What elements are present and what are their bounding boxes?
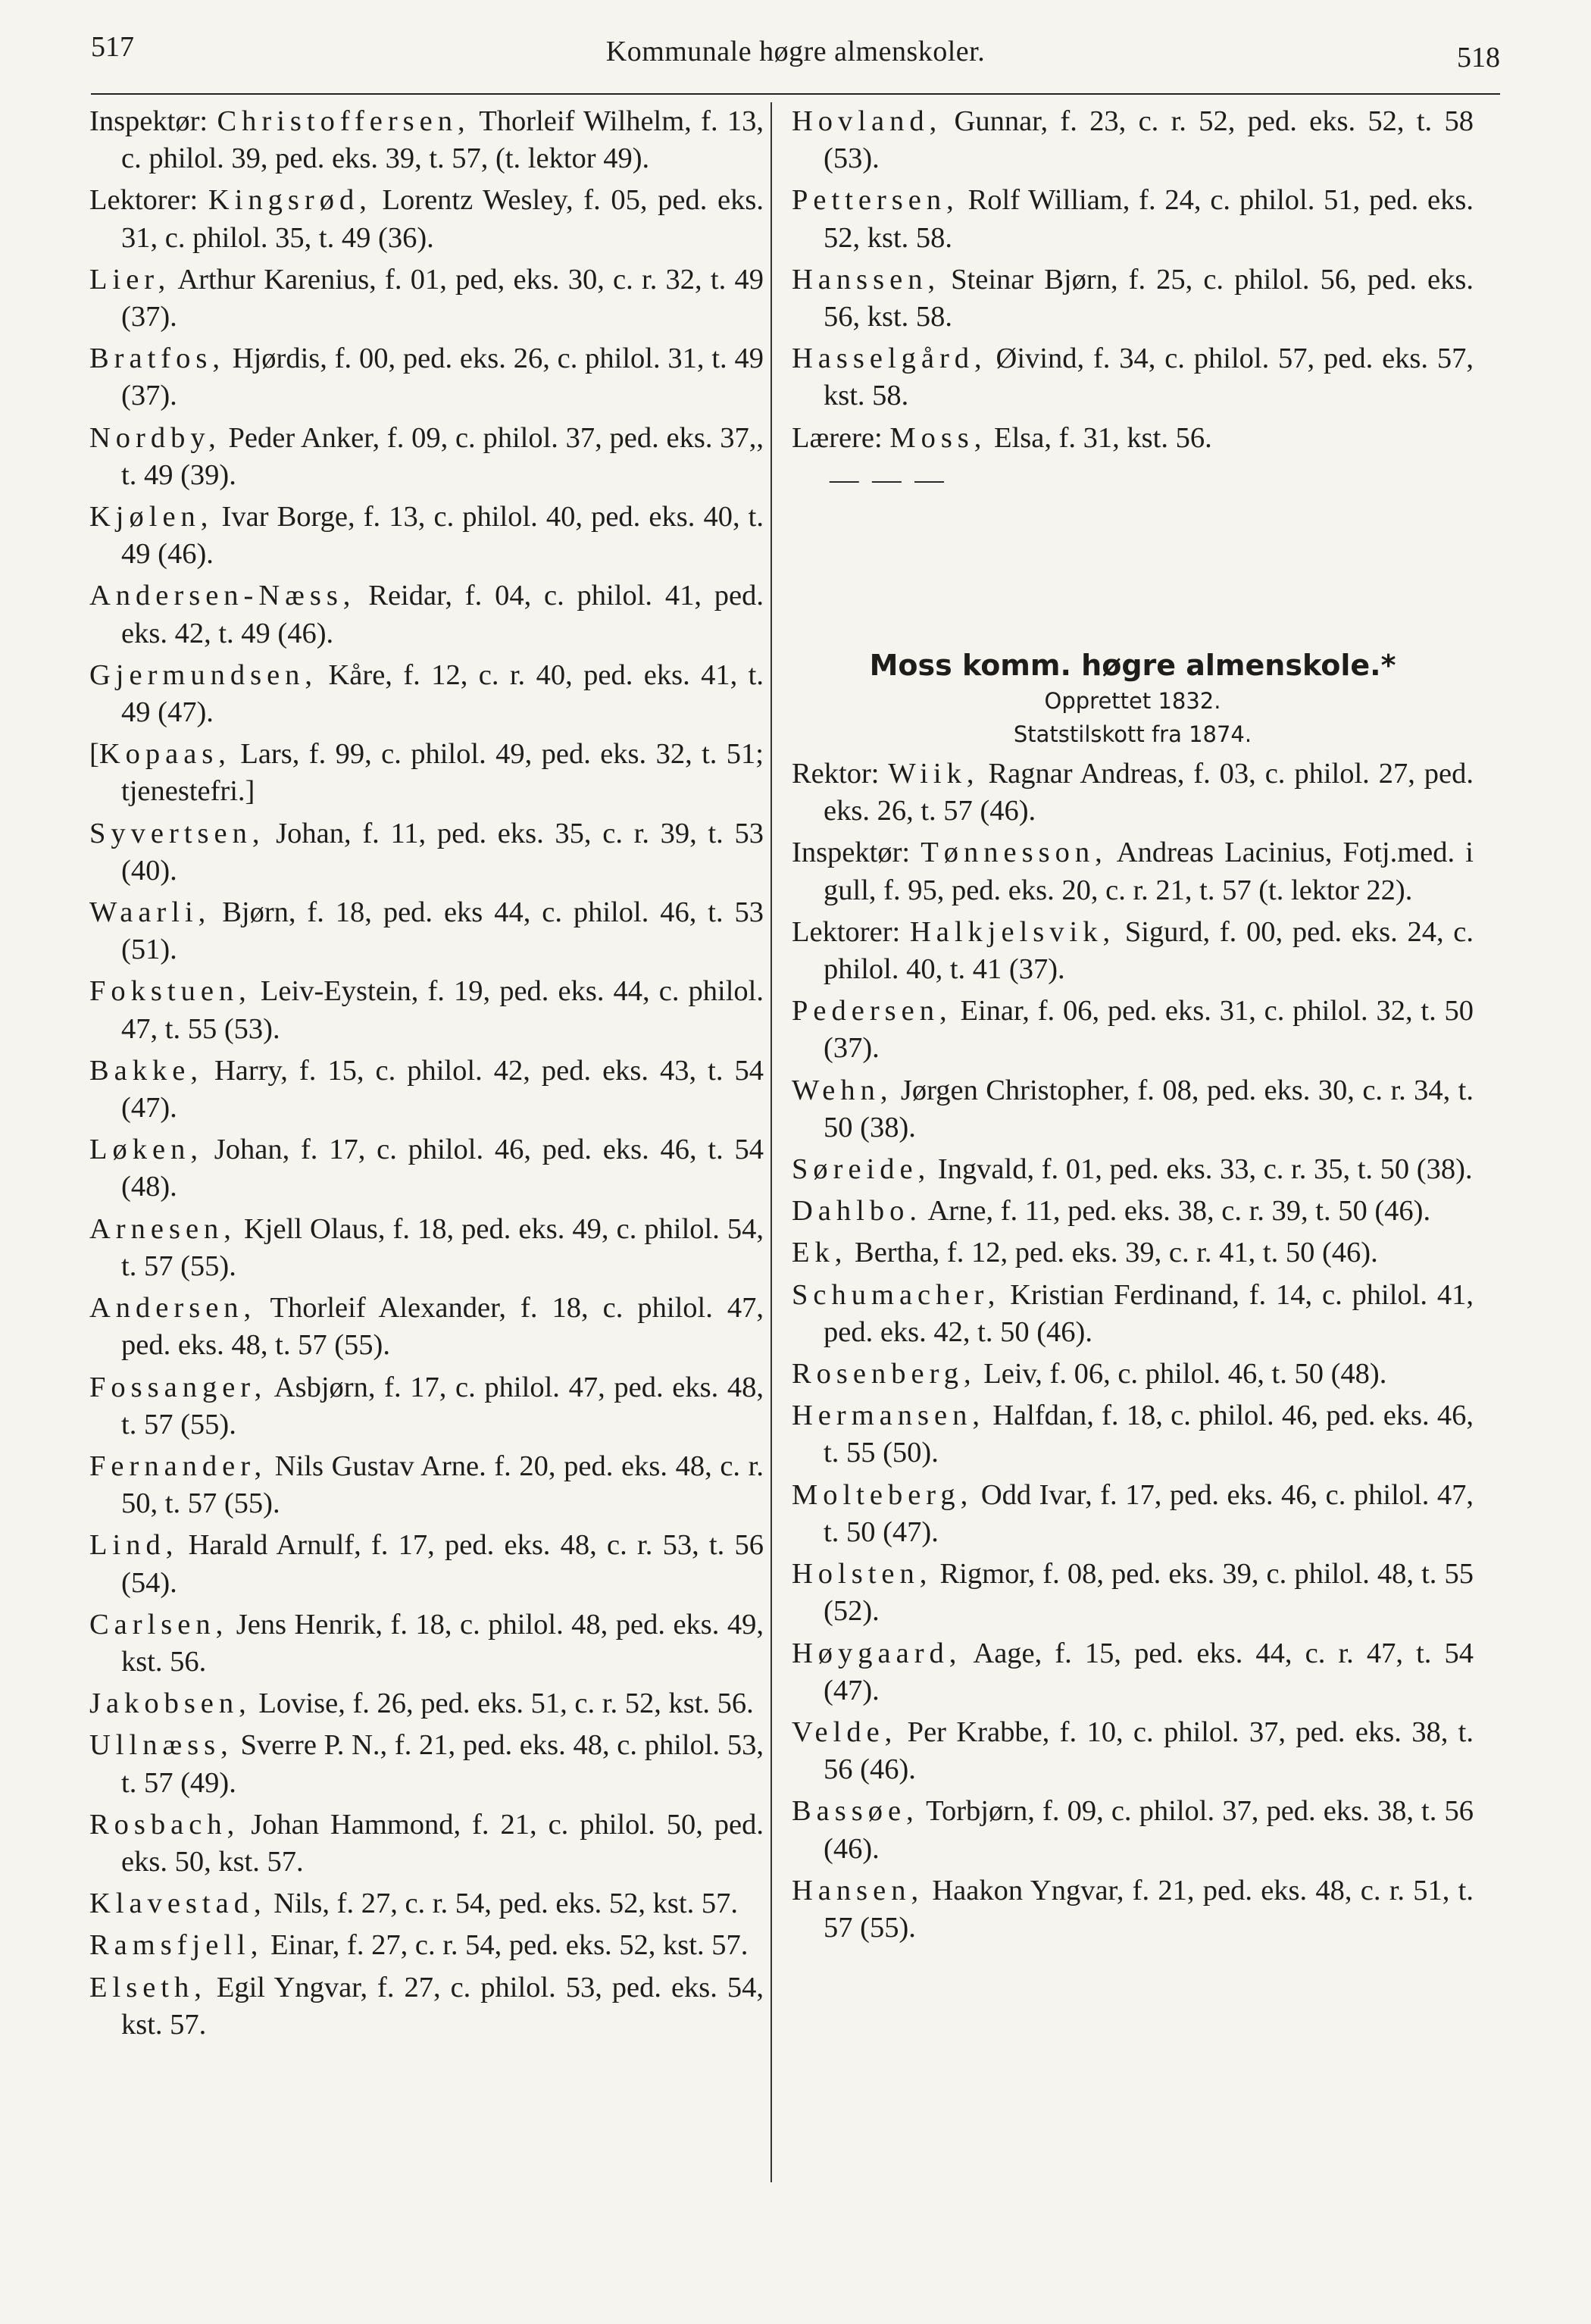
person-details: Sverre P. N., f. 21, ped. eks. 48, c. philol. 53, t. 57 (49). xyxy=(121,1729,764,1799)
person-surname: Velde, xyxy=(792,1716,898,1748)
staff-entry xyxy=(89,1290,764,1364)
page-number-left: 517 xyxy=(91,31,134,63)
staff-entry xyxy=(89,1885,764,1922)
person-details: Halfdan, f. 18, c. philol. 46, ped. eks. 46, t. 55 (50). xyxy=(824,1400,1474,1469)
person-surname: Fossanger, xyxy=(89,1371,267,1403)
staff-entry xyxy=(792,1635,1474,1709)
entry-prefix: [ xyxy=(89,738,99,771)
person-surname: Schumacher, xyxy=(792,1278,1001,1311)
person-details: Thorleif Alexander, f. 18, c. philol. 47, ped. eks. 48, t. 57 (55). xyxy=(121,1292,764,1362)
person-surname: Søreide, xyxy=(792,1153,931,1186)
person-surname: Ramsfjell, xyxy=(89,1929,264,1962)
school-state-grant: Statstilskott fra 1874. xyxy=(1013,721,1252,748)
staff-entry xyxy=(792,1477,1474,1551)
person-details: Lorentz Wesley, f. 05, ped. eks. 31, c. philol. 35, t. 49 (36). xyxy=(121,184,764,254)
staff-entry xyxy=(792,1556,1474,1630)
person-surname: Syvertsen, xyxy=(89,817,265,849)
person-surname: Molteberg, xyxy=(792,1478,974,1511)
person-details: Bertha, f. 12, ped. eks. 39, c. r. 41, t. 50 (46). xyxy=(855,1237,1378,1269)
person-details: Kåre, f. 12, c. r. 40, ped. eks. 41, t. 49 (47). xyxy=(121,658,764,729)
staff-entry xyxy=(89,1448,764,1522)
person-surname: Hasselgård, xyxy=(792,343,987,375)
person-details: Rolf William, f. 24, c. philol. 51, ped. eks. 52, kst. 58. xyxy=(824,184,1474,254)
person-details: Nils Gustav Arne. f. 20, ped. eks. 48, c. r. 50, t. 57 (55). xyxy=(121,1450,764,1520)
role-label: Lektorer: xyxy=(89,184,198,217)
person-surname: Ek, xyxy=(792,1237,848,1269)
person-details: Einar, f. 27, c. r. 54, ped. eks. 52, kst. 57. xyxy=(270,1929,749,1962)
person-details: Jørgen Christopher, f. 08, ped. eks. 30, c. r. 34, t. 50 (38). xyxy=(824,1074,1474,1143)
staff-entry xyxy=(89,973,764,1047)
person-surname: Lind, xyxy=(89,1529,179,1562)
staff-entry xyxy=(792,993,1474,1067)
person-details: Thorleif Wilhelm, f. 13, c. philol. 39, ped. eks. 39, t. 57, (t. lektor 49). xyxy=(121,105,764,175)
person-surname: Høygaard, xyxy=(792,1637,962,1669)
role-label: Lektorer: xyxy=(792,915,901,948)
staff-entry xyxy=(89,420,764,494)
person-surname: Waarli, xyxy=(89,896,211,929)
person-surname: Ullnæss, xyxy=(89,1729,233,1762)
staff-entry xyxy=(89,1053,764,1127)
person-surname: Fernander, xyxy=(89,1450,267,1482)
person-details: Andreas Lacinius, Fotj.med. i gull, f. 95, ped. eks. 20, c. r. 21, t. 57 (t. lektor 22). xyxy=(824,837,1474,906)
person-details: Aage, f. 15, ped. eks. 44, c. r. 47, t. 54 (47). xyxy=(824,1637,1474,1706)
staff-entry xyxy=(792,1356,1474,1393)
person-details: Ivar Borge, f. 13, c. philol. 40, ped. eks. 40, t. 49 (46). xyxy=(121,501,764,571)
person-surname: Andersen, xyxy=(89,1292,257,1325)
staff-entry xyxy=(792,1277,1474,1351)
person-details: Øivind, f. 34, c. philol. 57, ped. eks. 57, kst. 58. xyxy=(824,343,1474,412)
staff-entry xyxy=(792,1234,1474,1271)
person-details: Arne, f. 11, ped. eks. 38, c. r. 39, t. 50 (46). xyxy=(927,1195,1431,1228)
staff-entry xyxy=(89,1527,764,1601)
staff-entry xyxy=(89,340,764,414)
staff-entry xyxy=(89,1927,764,1964)
person-details: Sigurd, f. 00, ped. eks. 24, c. philol. 40, t. 41 (37). xyxy=(824,915,1474,986)
person-surname: Wehn, xyxy=(792,1074,893,1106)
staff-entry xyxy=(792,103,1474,177)
school-founded: Opprettet 1832. xyxy=(1044,688,1221,715)
staff-entry xyxy=(792,340,1474,414)
person-surname: Hovland, xyxy=(792,105,942,137)
person-details: Ragnar Andreas, f. 03, c. philol. 27, ped. eks. 26, t. 57 (46). xyxy=(824,758,1474,827)
person-details: Jens Henrik, f. 18, c. philol. 48, ped. eks. 49, kst. 56. xyxy=(121,1608,764,1678)
person-details: Elsa, f. 31, kst. 56. xyxy=(994,421,1212,454)
person-surname: Holsten, xyxy=(792,1558,933,1591)
person-surname: Andersen-Næss, xyxy=(89,580,356,612)
header-rule xyxy=(91,93,1500,95)
person-details: Gunnar, f. 23, c. r. 52, ped. eks. 52, t. 58 (53). xyxy=(824,105,1474,175)
right-column-top-entries xyxy=(792,103,1474,457)
person-surname: Arnesen, xyxy=(89,1212,236,1245)
staff-entry xyxy=(792,834,1474,909)
section-separator: — — — xyxy=(830,463,947,496)
person-details: Kjell Olaus, f. 18, ped. eks. 49, c. philol. 54, t. 57 (55). xyxy=(121,1212,764,1282)
person-details: Per Krabbe, f. 10, c. philol. 37, ped. eks. 38, t. 56 (46). xyxy=(824,1716,1474,1786)
person-details: Reidar, f. 04, c. philol. 41, ped. eks. 42, t. 49 (46). xyxy=(121,580,764,649)
person-surname: Pettersen, xyxy=(792,184,959,217)
page-number-right: 518 xyxy=(1457,42,1500,74)
person-surname: Kopaas, xyxy=(98,738,231,771)
person-details: Egil Yngvar, f. 27, c. philol. 53, ped. eks. 54, kst. 57. xyxy=(121,1971,764,2041)
person-details: Lars, f. 99, c. philol. 49, ped. eks. 32, t. 51; tjenestefri.] xyxy=(121,738,764,808)
person-details: Torbjørn, f. 09, c. philol. 37, ped. eks. 38, t. 56 (46). xyxy=(824,1795,1474,1865)
person-surname: Lier, xyxy=(89,263,171,296)
staff-entry xyxy=(792,755,1474,830)
person-surname: Kingsrød, xyxy=(208,184,372,217)
person-details: Asbjørn, f. 17, c. philol. 47, ped. eks. 48, t. 57 (55). xyxy=(121,1371,764,1440)
staff-entry xyxy=(89,1685,764,1722)
person-details: Rigmor, f. 08, ped. eks. 39, c. philol. 48, t. 55 (52). xyxy=(824,1558,1474,1628)
staff-entry xyxy=(89,577,764,652)
staff-entry xyxy=(89,261,764,336)
person-details: Haakon Yngvar, f. 21, ped. eks. 48, c. r. 51, t. 57 (55). xyxy=(824,1874,1474,1944)
staff-entry xyxy=(89,103,764,177)
person-details: Steinar Bjørn, f. 25, c. philol. 56, ped. eks. 56, kst. 58. xyxy=(824,263,1474,333)
staff-entry xyxy=(792,1793,1474,1867)
person-surname: Bakke, xyxy=(89,1054,203,1087)
person-surname: Hansen, xyxy=(792,1874,924,1906)
person-surname: Pedersen, xyxy=(792,995,952,1028)
person-surname: Rosenberg, xyxy=(792,1358,977,1390)
person-surname: Løken, xyxy=(89,1134,203,1166)
staff-entry xyxy=(89,815,764,890)
staff-entry xyxy=(89,499,764,573)
staff-entry xyxy=(89,1727,764,1801)
person-details: Johan Hammond, f. 21, c. philol. 50, ped. eks. 50, kst. 57. xyxy=(121,1808,764,1878)
person-surname: Wiik, xyxy=(888,758,980,790)
role-label: Lærere: xyxy=(792,421,883,454)
person-details: Leiv-Eystein, f. 19, ped. eks. 44, c. philol. 47, t. 55 (53). xyxy=(121,975,764,1045)
staff-entry xyxy=(89,1969,764,2044)
right-column xyxy=(792,99,1474,1947)
school-title: Moss komm. høgre almenskole.* xyxy=(869,649,1396,683)
staff-entry xyxy=(89,1211,764,1285)
person-details: Leiv, f. 06, c. philol. 46, t. 50 (48). xyxy=(983,1358,1387,1390)
person-details: Johan, f. 17, c. philol. 46, ped. eks. 46, t. 54 (48). xyxy=(121,1134,764,1203)
staff-entry xyxy=(792,914,1474,988)
person-details: Hjørdis, f. 00, ped. eks. 26, c. philol. 31, t. 49 (37). xyxy=(121,343,764,412)
staff-entry xyxy=(792,261,1474,336)
person-surname: Carlsen, xyxy=(89,1608,229,1641)
staff-entry xyxy=(89,182,764,256)
person-surname: Bratfos, xyxy=(89,343,225,375)
person-details: Arthur Karenius, f. 01, ped, eks. 30, c. r. 32, t. 49 (37). xyxy=(121,263,764,333)
person-surname: Halkjelsvik, xyxy=(909,915,1116,948)
person-surname: Klavestad, xyxy=(89,1888,267,1920)
staff-entry xyxy=(792,1072,1474,1146)
person-details: Harald Arnulf, f. 17, ped. eks. 48, c. r. 53, t. 56 (54). xyxy=(121,1529,764,1599)
staff-entry xyxy=(89,1131,764,1206)
staff-entry xyxy=(792,1872,1474,1947)
person-details: Lovise, f. 26, ped. eks. 51, c. r. 52, kst. 56. xyxy=(258,1687,754,1720)
staff-entry xyxy=(792,182,1474,256)
staff-entry xyxy=(89,736,764,810)
person-surname: Fokstuen, xyxy=(89,975,252,1008)
role-label: Inspektør: xyxy=(792,837,911,869)
running-title: Kommunale høgre almenskoler. xyxy=(605,36,986,67)
person-surname: Tønnesson, xyxy=(921,837,1108,869)
person-details: Kristian Ferdinand, f. 14, c. philol. 41, ped. eks. 42, t. 50 (46). xyxy=(824,1278,1474,1348)
staff-entry xyxy=(89,1369,764,1444)
person-surname: Hermansen, xyxy=(792,1400,985,1432)
left-column xyxy=(89,99,764,2044)
person-details: Ingvald, f. 01, ped. eks. 33, c. r. 35, t. 50 (38). xyxy=(937,1153,1473,1186)
person-surname: Rosbach, xyxy=(89,1808,240,1841)
person-surname: Christoffersen, xyxy=(217,105,470,137)
person-surname: Nordby, xyxy=(89,421,221,454)
staff-entry xyxy=(89,657,764,731)
role-label: Inspektør: xyxy=(89,105,208,137)
staff-entry xyxy=(792,1397,1474,1472)
person-surname: Bassøe, xyxy=(792,1795,919,1828)
person-details: Odd Ivar, f. 17, ped. eks. 46, c. philol. 47, t. 50 (47). xyxy=(824,1478,1474,1548)
column-divider xyxy=(770,102,772,2182)
person-details: Nils, f. 27, c. r. 54, ped. eks. 52, kst. 57. xyxy=(274,1888,738,1920)
person-surname: Hanssen, xyxy=(792,263,941,296)
person-details: Einar, f. 06, ped. eks. 31, c. philol. 32, t. 50 (37). xyxy=(824,995,1474,1065)
person-surname: Dahlbo. xyxy=(792,1195,922,1228)
person-surname: Gjermundsen, xyxy=(89,658,318,691)
page-header xyxy=(91,30,1500,83)
person-details: Johan, f. 11, ped. eks. 35, c. r. 39, t. 53 (40). xyxy=(121,817,764,887)
staff-entry xyxy=(792,1151,1474,1188)
person-surname: Elseth, xyxy=(89,1971,207,2003)
staff-entry xyxy=(792,420,1474,457)
right-column-bottom-entries xyxy=(792,755,1474,1947)
person-details: Harry, f. 15, c. philol. 42, ped. eks. 43, t. 54 (47). xyxy=(121,1054,764,1124)
person-surname: Moss, xyxy=(889,421,987,454)
staff-entry xyxy=(89,894,764,968)
person-surname: Kjølen, xyxy=(89,501,214,533)
school-heading xyxy=(792,646,1474,751)
staff-entry xyxy=(792,1193,1474,1230)
person-details: Bjørn, f. 18, ped. eks 44, c. philol. 46, t. 53 (51). xyxy=(121,896,764,966)
staff-entry xyxy=(89,1806,764,1881)
staff-entry xyxy=(89,1606,764,1681)
person-details: Peder Anker, f. 09, c. philol. 37, ped. eks. 37,, t. 49 (39). xyxy=(121,421,764,491)
person-surname: Jakobsen, xyxy=(89,1687,252,1720)
staff-entry xyxy=(792,1714,1474,1788)
role-label: Rektor: xyxy=(792,758,880,790)
